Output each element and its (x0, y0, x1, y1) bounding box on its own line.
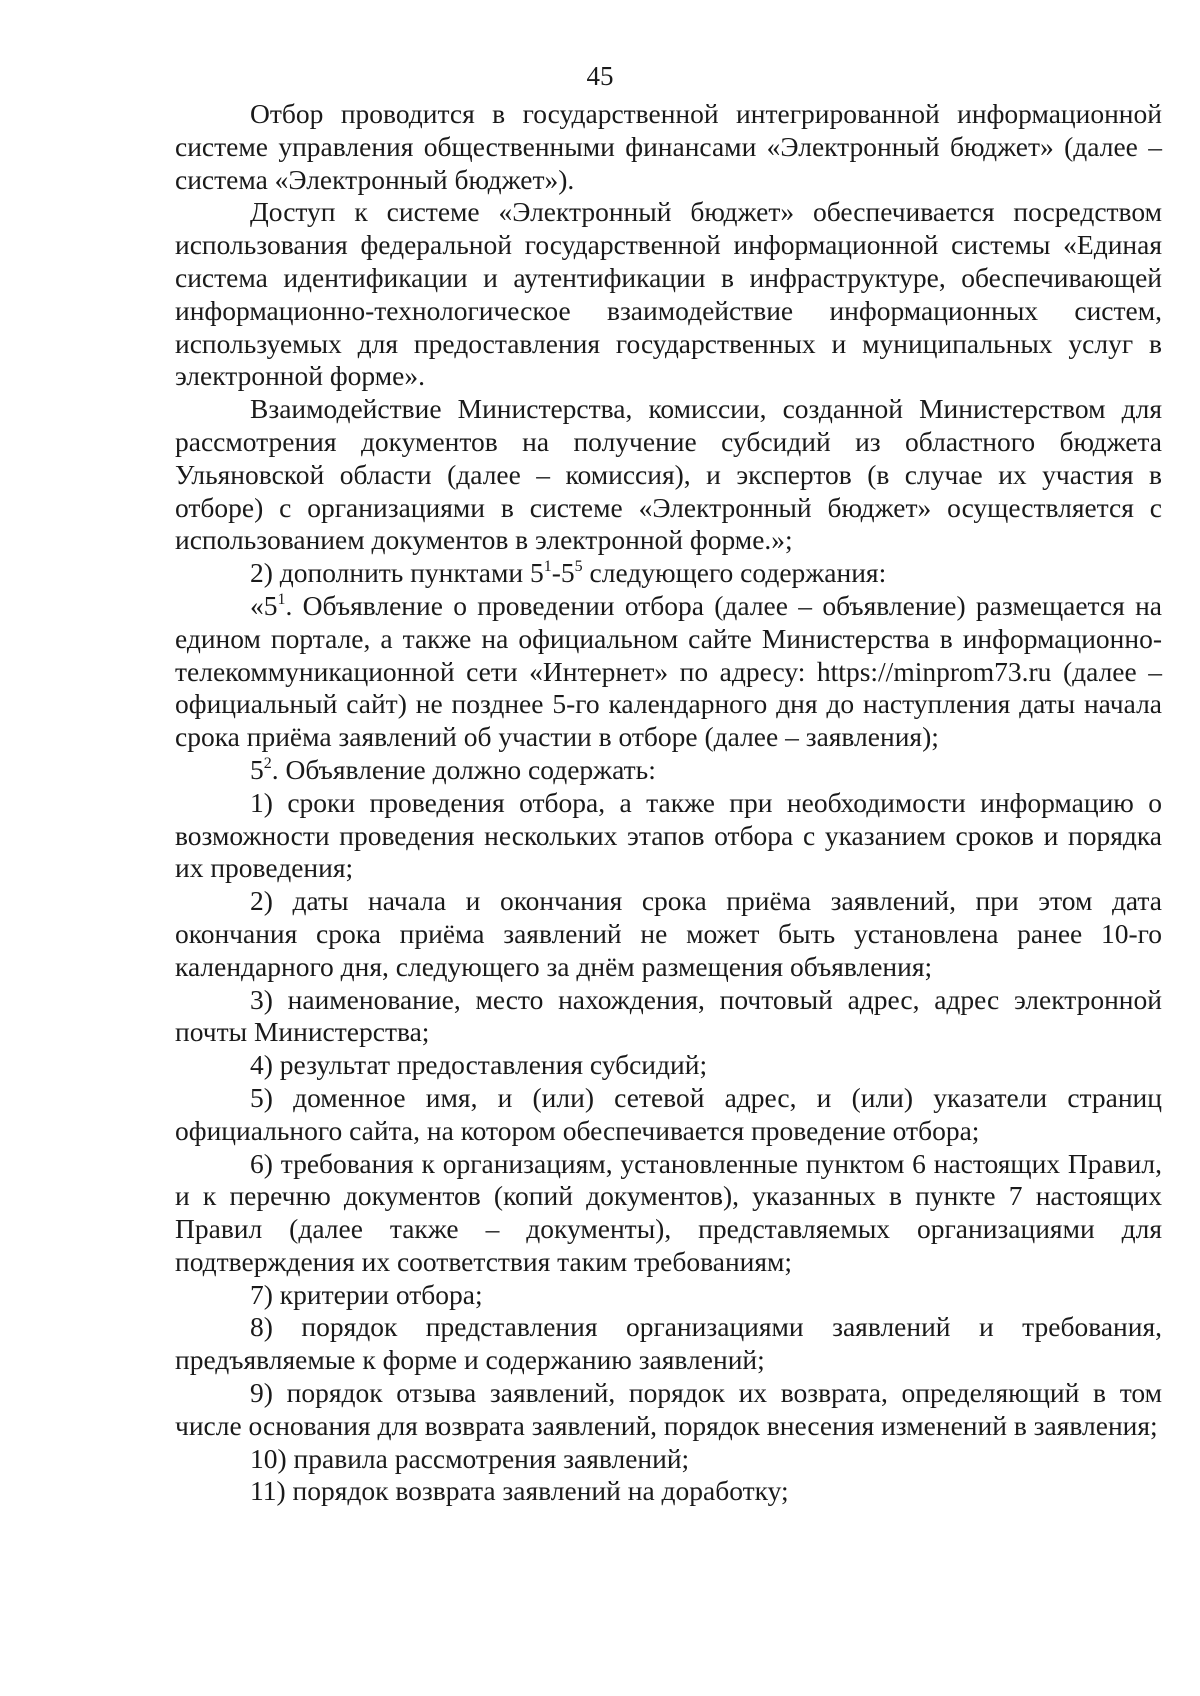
paragraph-access: Доступ к системе «Электронный бюджет» обеспечивается посредством использования федеральной государственной информационной системы «Единая система идентификации и аутентификации в инфраструктуре, обеспечивающей информационно-технологическое взаимодействие информационных систем, используемых для предоставления государственных и муниципальных услуг в электронной форме». (175, 196, 1162, 392)
list-item-9: 9) порядок отзыва заявлений, порядок их возврата, определяющий в том числе основания для возврата заявлений, порядок внесения изменений в заявления; (175, 1377, 1162, 1441)
paragraph-item-5-2: $5^2$. Объявление должно содержать: (250, 753, 656, 785)
paragraph-selection-system: Отбор проводится в государственной интегрированной информационной системе управления общественными финансами «Электронный бюджет» (далее – система «Электронный бюджет»). (175, 98, 1162, 195)
paragraph-item-5-1: «$5^1$. Объявление о проведении отбора (далее – объявление) размещается на едином портале, а также на официальном сайте Министерства в информационно-телекоммуникационной сети «Интернет» по адресу: https://minprom73.ru (далее – официальный сайт) не позднее 5-го календарного дня до наступления даты начала срока приёма заявлений об участии в отборе (далее – заявления); (175, 589, 1162, 753)
list-item-7: 7) критерии отбора; (250, 1278, 483, 1310)
page-number: 45 (586, 61, 614, 91)
list-item-8: 8) порядок представления организациями заявлений и требования, предъявляемые к форме и содержанию заявлений; (175, 1311, 1162, 1376)
list-item-1: 1) сроки проведения отбора, а также при необходимости информацию о возможности проведения нескольких этапов отбора с указанием сроков и порядка их проведения; (175, 786, 1162, 884)
list-item-5: 5) доменное имя, и (или) сетевой адрес, и (или) указатели страниц официального сайта, на котором обеспечивается проведение отбора; (175, 1081, 1162, 1146)
list-item-3: 3) наименование, место нахождения, почтовый адрес, адрес электронной почты Министерства; (175, 983, 1162, 1048)
list-item-6: 6) требования к организациям, установленные пунктом 6 настоящих Правил, и к перечню документов (копий документов), указанных в пункте 7 настоящих Правил (далее также – документы), представляемых организациями для подтверждения их соответствия таким требованиям; (175, 1147, 1162, 1277)
paragraph-amendment-2: 2) дополнить пунктами $5^1-5^5$ следующего содержания: (250, 557, 887, 589)
list-item-10: 10) правила рассмотрения заявлений; (250, 1442, 690, 1474)
list-item-11: 11) порядок возврата заявлений на доработку; (250, 1475, 789, 1507)
paragraph-interaction: Взаимодействие Министерства, комиссии, созданной Министерством для рассмотрения документов на получение субсидий из областного бюджета Ульяновской области (далее – комиссия), и экспертов (в случае их участия в отборе) с организациями в системе «Электронный бюджет» осуществляется с использованием документов в электронной форме.»; (175, 393, 1162, 556)
list-item-4: 4) результат предоставления субсидий; (250, 1049, 708, 1081)
document-body (175, 98, 1162, 1508)
list-item-2: 2) даты начала и окончания срока приёма заявлений, при этом дата окончания срока приёма заявлений не может быть установлена ранее 10-го календарного дня, следующего за днём размещения объявления; (175, 885, 1162, 982)
